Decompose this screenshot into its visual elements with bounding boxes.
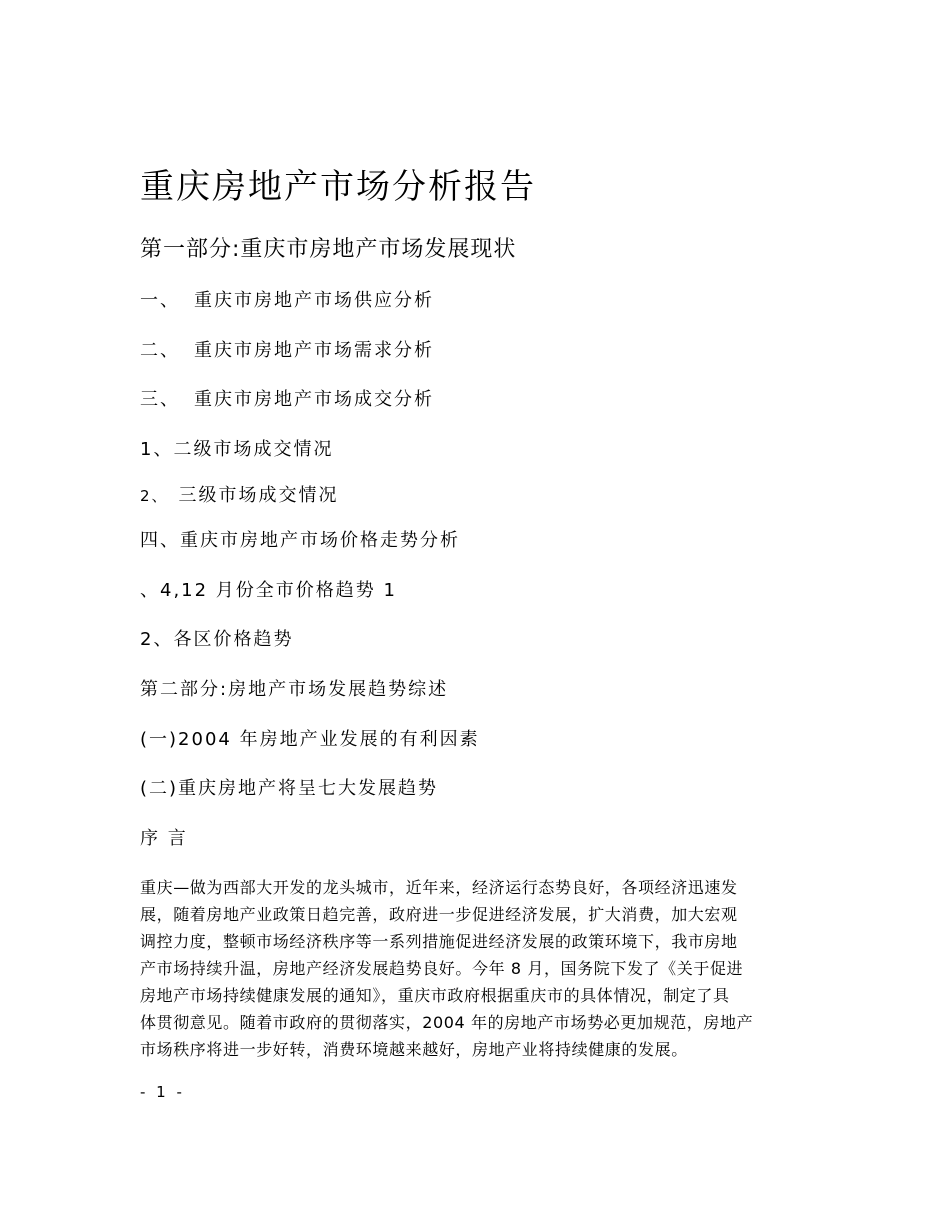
paragraph-line: 产市场持续升温，房地产经济发展趋势良好。今年 8 月，国务院下发了《关于促进 xyxy=(140,959,744,978)
toc-item xyxy=(140,627,293,653)
toc-marker: 三、 xyxy=(140,389,180,410)
paragraph-line: 体贯彻意见。随着市政府的贯彻落实，2004 年的房地产市场势必更加规范，房地产 xyxy=(140,1013,754,1032)
preface-heading: 序 言 xyxy=(140,828,188,849)
toc-item xyxy=(140,483,339,509)
paragraph-line: 展，随着房地产业政策日趋完善，政府进一步促进经济发展，扩大消费，加大宏观 xyxy=(140,905,738,924)
paragraph-line: 房地产市场持续健康发展的通知》，重庆市政府根据重庆市的具体情况，制定了具 xyxy=(140,986,730,1005)
toc-text: 、4,12 月份全市价格趋势 1 xyxy=(140,580,397,601)
paragraph-line: 重庆—做为西部大开发的龙头城市，近年来，经济运行态势良好，各项经济迅速发 xyxy=(140,878,738,897)
page-number: - 1 - xyxy=(140,1083,185,1101)
toc-text: 第二部分:房地产市场发展趋势综述 xyxy=(140,679,449,700)
toc-text: 三级市场成交情况 xyxy=(178,485,339,506)
toc-text: (一)2004 年房地产业发展的有利因素 xyxy=(140,729,480,750)
toc-text: 重庆市房地产市场供应分析 xyxy=(194,290,434,311)
toc-text: 重庆市房地产市场成交分析 xyxy=(194,389,434,410)
paragraph-line: 调控力度，整顿市场经济秩序等一系列措施促进经济发展的政策环境下，我市房地 xyxy=(140,932,738,951)
toc-text: (二)重庆房地产将呈七大发展趋势 xyxy=(140,778,439,799)
toc-item xyxy=(140,288,434,314)
toc-item xyxy=(140,776,438,802)
toc-item xyxy=(140,387,434,413)
part-one-heading: 第一部分:重庆市房地产市场发展现状 xyxy=(140,237,517,262)
toc-text: 2、各区价格趋势 xyxy=(140,629,294,650)
toc-text: 四、重庆市房地产市场价格走势分析 xyxy=(140,530,460,551)
toc-marker: 2、 xyxy=(140,487,169,505)
part-two-heading xyxy=(140,677,448,703)
document-title: 重庆房地产市场分析报告 xyxy=(140,167,536,207)
toc-item xyxy=(140,528,460,554)
toc-text: 1、二级市场成交情况 xyxy=(140,439,334,460)
preface-paragraph xyxy=(140,874,820,1063)
toc-item xyxy=(140,338,434,364)
toc-text: 重庆市房地产市场需求分析 xyxy=(194,340,434,361)
toc-marker: 一、 xyxy=(140,290,180,311)
toc-item xyxy=(140,727,480,753)
paragraph-line: 市场秩序将进一步好转，消费环境越来越好，房地产业将持续健康的发展。 xyxy=(140,1040,688,1059)
toc-item xyxy=(140,437,333,463)
toc-item xyxy=(140,578,397,604)
toc-marker: 二、 xyxy=(140,340,180,361)
